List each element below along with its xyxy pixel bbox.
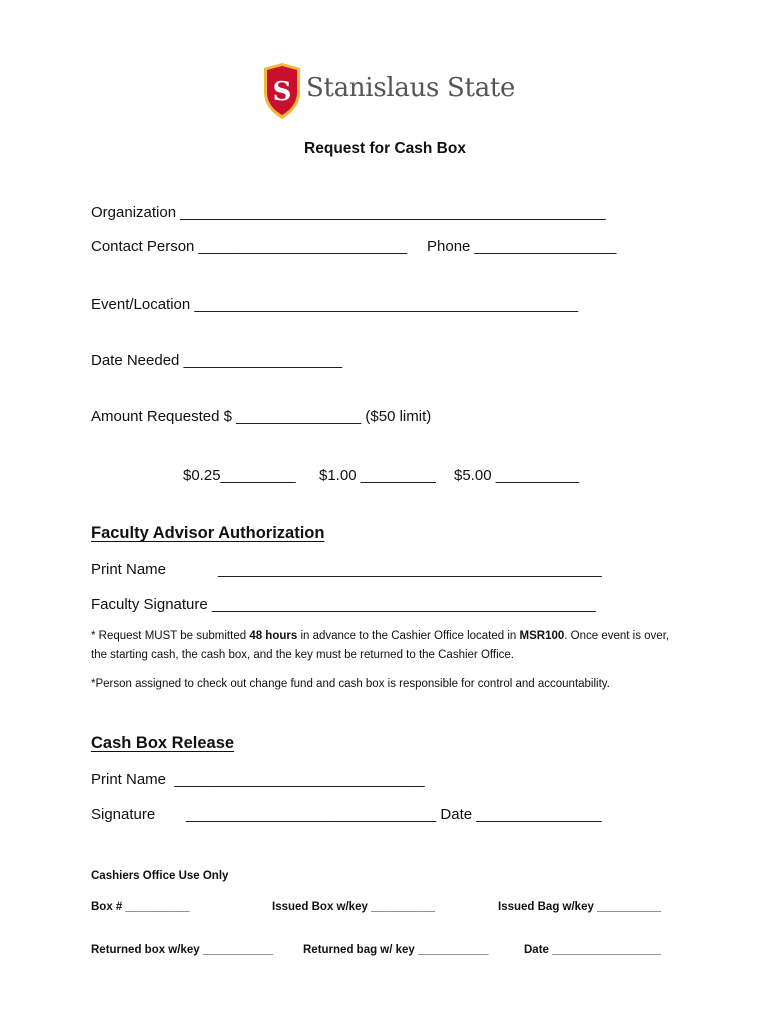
date-needed-field[interactable]: Date Needed ___________________ — [91, 352, 343, 369]
faculty-print-name-field[interactable]: ______________________________________________ — [218, 561, 602, 578]
issued-bag-field[interactable]: Issued Bag w/key __________ — [498, 901, 662, 913]
office-date-field[interactable]: Date _________________ — [524, 944, 661, 956]
logo — [262, 62, 516, 122]
faculty-print-name-label: Print Name — [91, 561, 167, 578]
faculty-heading: Faculty Advisor Authorization — [91, 524, 325, 542]
returned-bag-field[interactable]: Returned bag w/ key ___________ — [303, 944, 489, 956]
release-signature-label: Signature — [91, 806, 156, 823]
office-heading: Cashiers Office Use Only — [91, 870, 229, 882]
event-location-field[interactable]: Event/Location ______________________________________________ — [91, 296, 579, 313]
page-title: Request for Cash Box — [304, 140, 466, 157]
release-print-name-field[interactable]: Print Name ______________________________ — [91, 771, 425, 788]
release-heading: Cash Box Release — [91, 734, 235, 752]
note-accountability: *Person assigned to check out change fund and cash box is responsible for control and accountability. — [91, 678, 610, 690]
logo-letter: S — [272, 77, 292, 107]
faculty-signature-field[interactable]: Faculty Signature ______________________________________________ — [91, 596, 596, 613]
shield-icon — [262, 62, 302, 120]
contact-person-field[interactable]: Contact Person _________________________ — [91, 238, 408, 255]
release-signature-date-field[interactable]: ______________________________ Date _______________ — [186, 806, 602, 823]
logo-text: Stanislaus State — [306, 73, 516, 103]
denomination-025-field[interactable]: $0.25_________ — [183, 467, 296, 484]
note-submission: * Request MUST be submitted 48 hours in advance to the Cashier Office located in MSR100. Once event is over, the starting cash, the cash box, and the key must be returned to the Cashier Office. — [91, 630, 670, 661]
organization-field[interactable]: Organization ___________________________________________________ — [91, 204, 606, 221]
denomination-100-field[interactable]: $1.00 _________ — [319, 467, 436, 484]
issued-box-field[interactable]: Issued Box w/key __________ — [272, 901, 436, 913]
box-number-field[interactable]: Box # __________ — [91, 901, 190, 913]
returned-box-field[interactable]: Returned box w/key ___________ — [91, 944, 274, 956]
amount-requested-field[interactable]: Amount Requested $ _______________ ($50 limit) — [91, 408, 432, 425]
phone-field[interactable]: Phone _________________ — [427, 238, 617, 255]
denomination-500-field[interactable]: $5.00 __________ — [454, 467, 580, 484]
